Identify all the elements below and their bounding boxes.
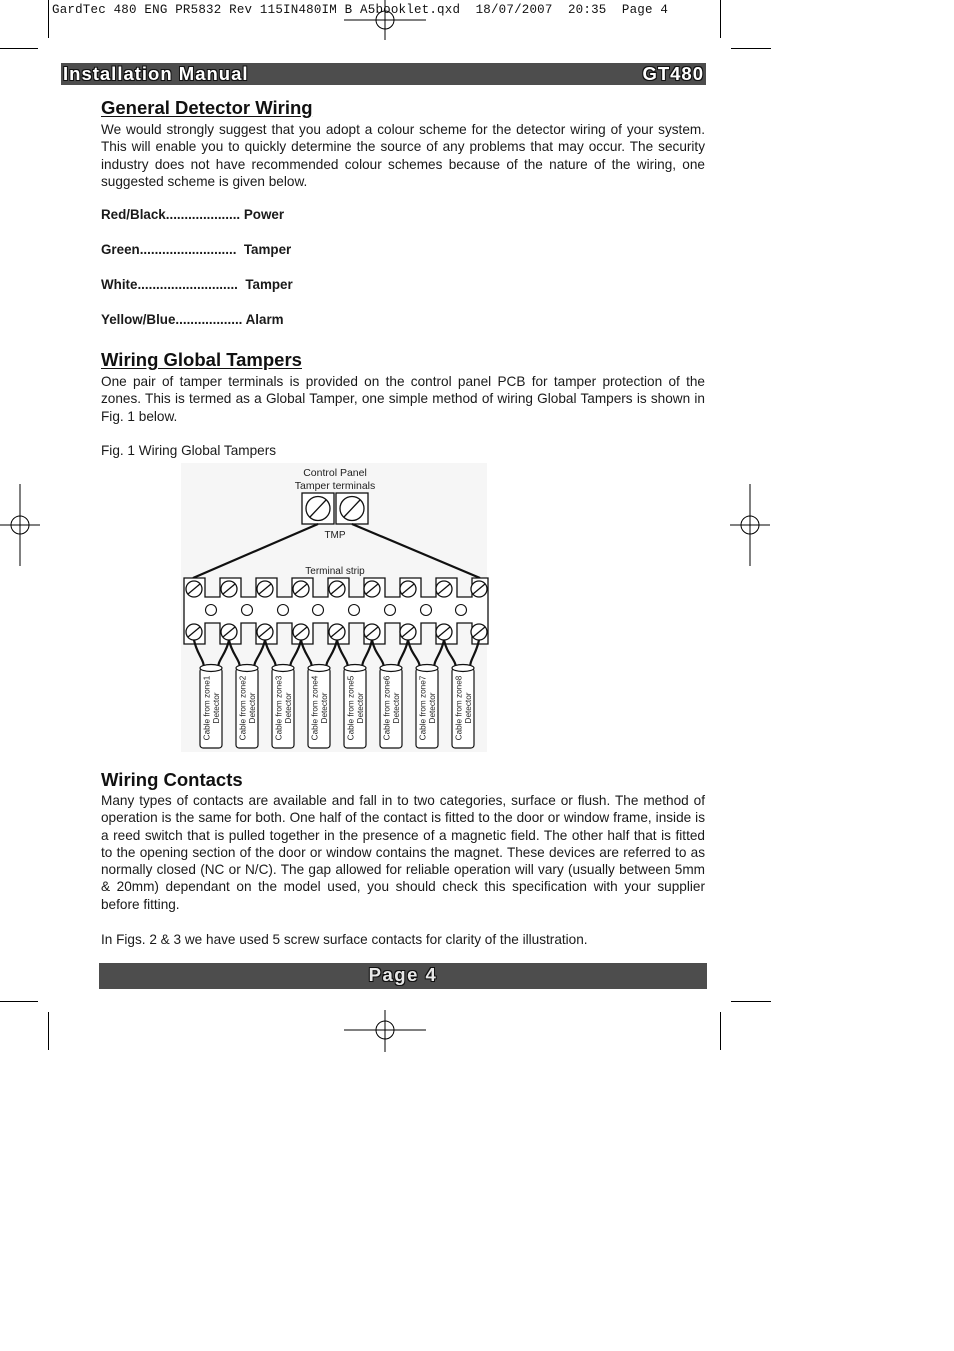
terminal-screw (471, 624, 487, 640)
figures-note: In Figs. 2 & 3 we have used 5 screw surface contacts for clarity of the illustration. (101, 932, 588, 947)
terminal-screw (436, 624, 452, 640)
registration-mark-top (344, 0, 426, 42)
terminal-screw (471, 581, 487, 597)
terminal-screw (329, 624, 345, 640)
scheme-green: Green.......................... Tamper (101, 242, 292, 257)
crop-mark (731, 48, 771, 49)
footer-bar (99, 963, 707, 989)
wiring-global-tampers-diagram (180, 462, 495, 754)
tmp-label: TMP (324, 530, 346, 541)
strip-hole (242, 605, 253, 616)
strip-hole (456, 605, 467, 616)
cable-label: Cable from zone6Detector (382, 675, 401, 741)
strip-hole (278, 605, 289, 616)
general-wiring-paragraph: We would strongly suggest that you adopt a colour scheme for the detector wiring of your system. This will enable you to quickly determine the source of any problems that may occur. The security industry does not have recommended colour schemes because of the nature of the wiring, one suggested scheme is given below. (101, 122, 705, 189)
terminal-screw (400, 624, 416, 640)
page-number: Page 4 (368, 964, 438, 985)
terminal-screw (186, 581, 202, 597)
registration-mark-bottom (344, 1010, 426, 1052)
cable-label: Cable from zone4Detector (310, 675, 329, 741)
terminal-screw (364, 581, 380, 597)
strip-hole (206, 605, 217, 616)
terminal-screw (221, 624, 237, 640)
terminal-screw (221, 581, 237, 597)
header-bar (61, 63, 706, 85)
terminal-screw (364, 624, 380, 640)
cable-label: Cable from zone2Detector (238, 675, 257, 741)
terminal-screw (400, 581, 416, 597)
terminal-strip-label: Terminal strip (305, 566, 365, 577)
crop-mark (48, 0, 49, 38)
wiring-contacts-paragraph: Many types of contacts are available and fall in to two categories, surface or flush. The method of operation is the same for both. One half of the contact is fitted to the door or window frame, inside is a reed switch that is pulled together in the presence of a magnetic field. The other half that is fitted to the opening section of the door or window contains the magnet. These devices are referred to as normally closed (NC or N/C). The gap allowed for reliable operation will vary (usually between 5mm & 20mm) dependant on the model used, you should check this specification with your supplier before fitting. (101, 793, 705, 912)
terminal-screw (329, 581, 345, 597)
figure-caption: Fig. 1 Wiring Global Tampers (101, 443, 277, 458)
heading-wiring-contacts: Wiring Contacts (101, 769, 243, 790)
print-slug: GardTec 480 ENG PR5832 Rev 115IN480IM B A5booklet.qxd 18/07/2007 20:35 Page 4 (52, 3, 669, 17)
cable-label: Cable from zone5Detector (346, 675, 365, 741)
scheme-yellow-blue: Yellow/Blue.................. Alarm (101, 312, 284, 327)
cable-label: Cable from zone8Detector (454, 675, 473, 741)
global-tampers-paragraph: One pair of tamper terminals is provided on the control panel PCB for tamper protection of the zones. This is termed as a Global Tamper, one simple method of wiring Global Tampers is shown in Fig. 1 below. (101, 374, 705, 424)
crop-mark (48, 1012, 49, 1050)
cable-label: Cable from zone3Detector (274, 675, 293, 741)
terminal-screw (257, 581, 273, 597)
crop-mark (720, 1012, 721, 1050)
terminal-screw (293, 581, 309, 597)
scheme-white: White........................... Tamper (101, 277, 293, 292)
heading-wiring-global-tampers: Wiring Global Tampers (101, 349, 302, 370)
registration-mark-left (0, 484, 42, 566)
strip-hole (421, 605, 432, 616)
crop-mark (731, 1001, 771, 1002)
strip-hole (385, 605, 396, 616)
cable-label: Cable from zone7Detector (418, 675, 437, 741)
crop-mark (0, 1001, 38, 1002)
strip-hole (313, 605, 324, 616)
cable-label: Cable from zone1Detector (202, 675, 221, 741)
terminal-screw (293, 624, 309, 640)
heading-general-detector-wiring: General Detector Wiring (101, 97, 313, 118)
terminal-screw (186, 624, 202, 640)
registration-mark-right (730, 484, 772, 566)
panel-label-line1: Control Panel (303, 467, 367, 479)
strip-hole (349, 605, 360, 616)
crop-mark (0, 48, 38, 49)
panel-label-line2: Tamper terminals (294, 480, 376, 492)
crop-mark (720, 0, 721, 38)
terminal-screw (436, 581, 452, 597)
model-code: GT480 (642, 63, 704, 84)
scheme-red-black: Red/Black.................... Power (101, 207, 285, 222)
terminal-screw (257, 624, 273, 640)
manual-title: Installation Manual (63, 63, 249, 84)
